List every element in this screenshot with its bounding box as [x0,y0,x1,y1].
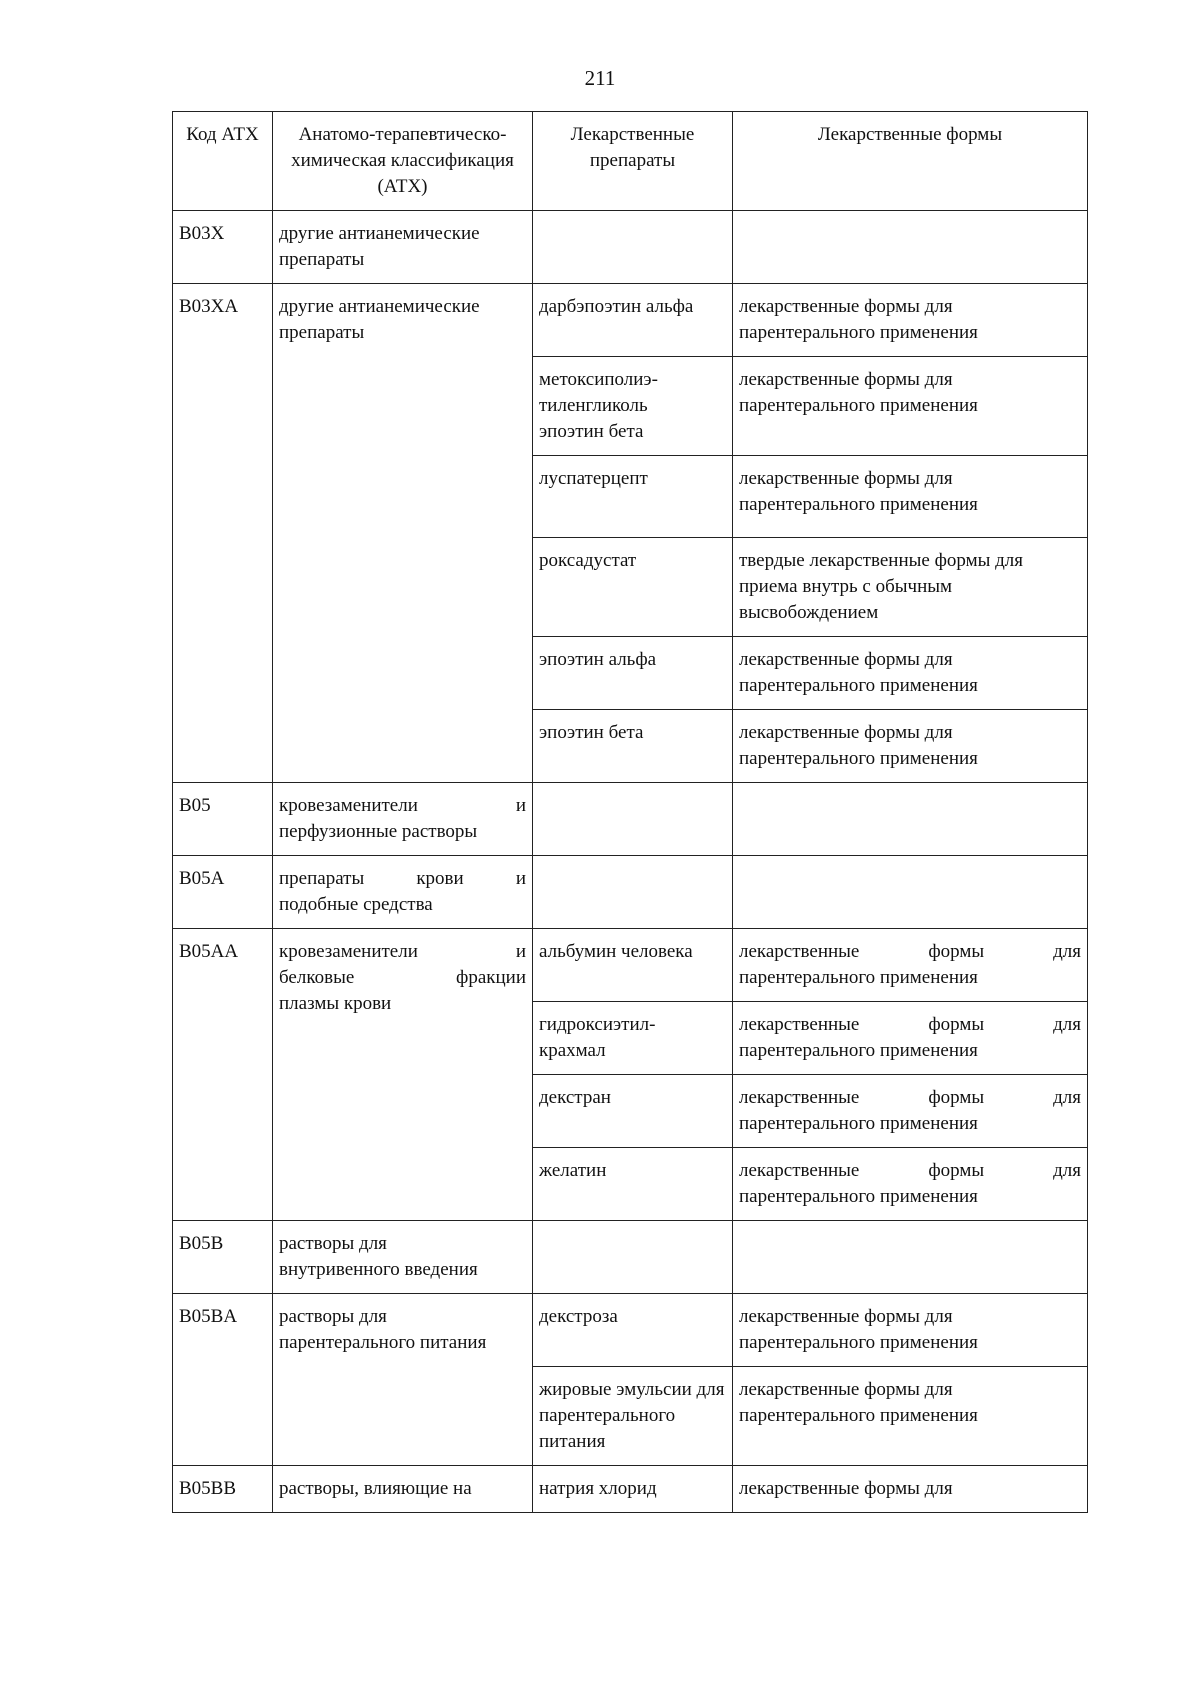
drug-form [733,929,1088,1002]
atx-name-line: внутривенного введения [279,1259,478,1280]
table-row [173,284,1088,357]
drug-name-line: эпоэтин бета [539,421,644,442]
header-forms: Лекарственные формы [733,112,1088,211]
drug-form-line: лекарственные формы для [739,1160,1081,1181]
drug-cell-empty [533,856,733,929]
atx-name-line: перфузионные растворы [279,821,478,842]
table-row [173,856,1088,929]
atx-code: B03X [173,211,273,284]
atx-name: растворы для парентерального питания [273,1294,533,1466]
atx-table [172,111,1088,1513]
drug-cell-empty [533,783,733,856]
drug-name: луспатерцепт [533,456,733,538]
drug-name: дарбэпоэтин альфа [533,284,733,357]
atx-name-line: кровезаменители и [279,941,526,962]
drug-form-line: парентерального применения [739,1186,978,1207]
form-cell-empty [733,856,1088,929]
atx-name: другие антианемические препараты [273,211,533,284]
table-row [173,211,1088,284]
atx-code: B05BA [173,1294,273,1466]
atx-name-line: кровезаменители и [279,795,526,816]
page-number: 211 [584,66,616,90]
drug-form [733,1075,1088,1148]
atx-name [273,783,533,856]
atx-name [273,929,533,1221]
drug-form: лекарственные формы для парентерального применения [733,710,1088,783]
drug-name: жировые эмульсии для парентерального питания [533,1367,733,1466]
table-row [173,783,1088,856]
table-header-row [173,112,1088,211]
header-drugs: Лекарственные препараты [533,112,733,211]
drug-form: твердые лекарственные формы для приема внутрь с обычным высвобождением [733,538,1088,637]
table-row [173,1221,1088,1294]
drug-form: лекарственные формы для парентерального применения [733,637,1088,710]
atx-code: B05BB [173,1466,273,1513]
atx-name [273,1221,533,1294]
atx-code: B05 [173,783,273,856]
drug-name: роксадустат [533,538,733,637]
drug-name [533,1002,733,1075]
table-row [173,1466,1088,1513]
atx-code: B05AA [173,929,273,1221]
header-classification: Анатомо-терапевтическо-химическая классификация (АТХ) [273,112,533,211]
drug-form-line: парентерального применения [739,1113,978,1134]
drug-cell-empty [533,211,733,284]
drug-name: декстран [533,1075,733,1148]
drug-form [733,1002,1088,1075]
drug-name: эпоэтин бета [533,710,733,783]
drug-name: альбумин человека [533,929,733,1002]
drug-cell-empty [533,1221,733,1294]
form-cell-empty [733,211,1088,284]
atx-name: другие антианемические препараты [273,284,533,783]
atx-name-line: плазмы крови [279,993,392,1014]
drug-form: лекарственные формы для парентерального применения [733,456,1088,538]
atx-name [273,856,533,929]
drug-name: декстроза [533,1294,733,1367]
atx-name: растворы, влияющие на [273,1466,533,1513]
drug-name-line: крахмал [539,1040,606,1061]
table-row [173,929,1088,1002]
drug-form-line: лекарственные формы для [739,1014,1081,1035]
form-cell-empty [733,783,1088,856]
drug-form: лекарственные формы для парентерального применения [733,357,1088,456]
drug-form: лекарственные формы для парентерального применения [733,284,1088,357]
drug-name: эпоэтин альфа [533,637,733,710]
atx-name-line: растворы для [279,1233,387,1254]
atx-name-line: подобные средства [279,894,433,915]
atx-code: B03XA [173,284,273,783]
drug-form-line: лекарственные формы для [739,941,1081,962]
drug-form-line: парентерального применения [739,1040,978,1061]
atx-name-line: белковые фракции [279,967,526,988]
drug-form: лекарственные формы для парентерального применения [733,1294,1088,1367]
atx-code: B05B [173,1221,273,1294]
drug-name-line: гидроксиэтил- [539,1014,656,1035]
drug-form: лекарственные формы для парентерального применения [733,1367,1088,1466]
form-cell-empty [733,1221,1088,1294]
drug-form-line: парентерального применения [739,967,978,988]
drug-name: желатин [533,1148,733,1221]
header-code: Код АТХ [173,112,273,211]
drug-form-line: лекарственные формы для [739,1087,1081,1108]
drug-name [533,357,733,456]
atx-name-line: препараты крови и [279,868,526,889]
drug-form: лекарственные формы для [733,1466,1088,1513]
drug-name-line: метоксиполиэ- [539,369,658,390]
drug-name: натрия хлорид [533,1466,733,1513]
table-row [173,1294,1088,1367]
drug-name-line: тиленгликоль [539,395,648,416]
atx-code: B05A [173,856,273,929]
drug-form [733,1148,1088,1221]
